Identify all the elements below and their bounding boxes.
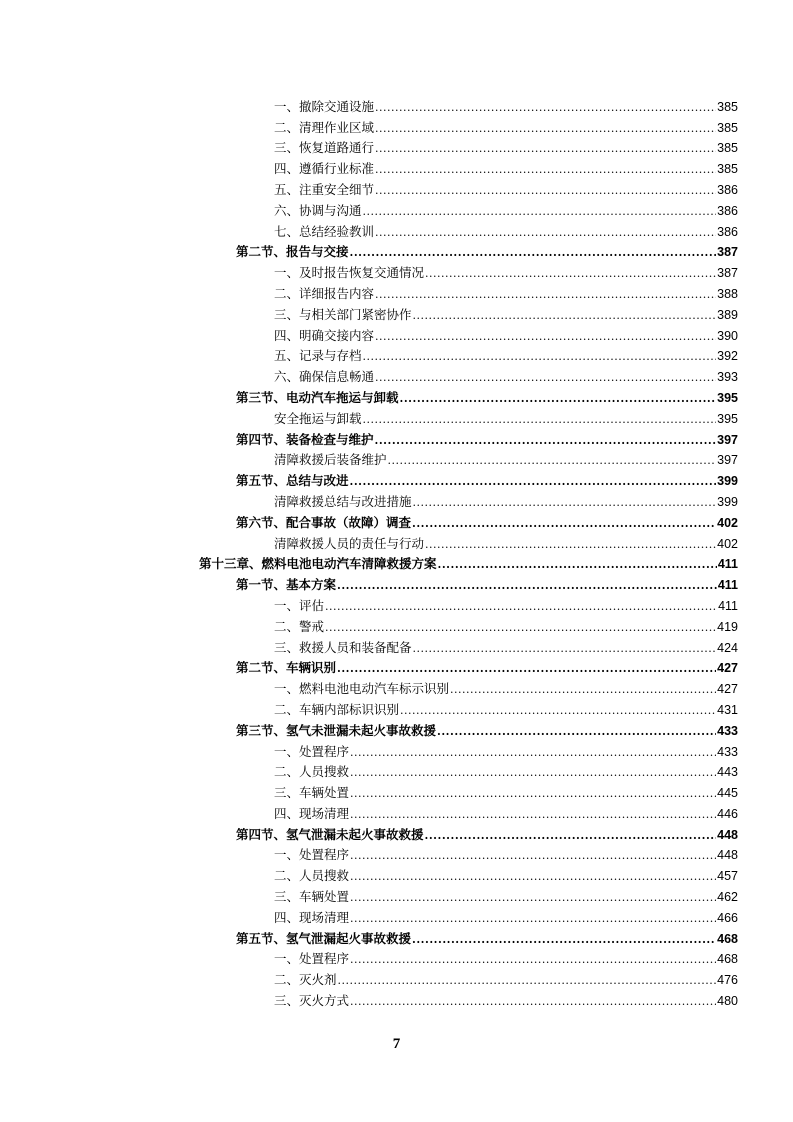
toc-dot-leader: [350, 475, 717, 489]
toc-entry-title: 清障救援后装备维护: [274, 452, 387, 468]
toc-entry-page: 402: [717, 536, 738, 551]
toc-entry-title: 第四节、氢气泄漏未起火事故救援: [236, 826, 424, 842]
toc-dot-leader: [400, 392, 717, 406]
toc-entry-page: 457: [717, 869, 738, 884]
toc-entry-title: 第二节、车辆识别: [236, 660, 337, 676]
toc-entry-page: 389: [717, 307, 738, 322]
toc-dot-leader: [375, 330, 716, 344]
toc-entry-page: 468: [717, 952, 738, 967]
toc-entry-title: 第六节、配合事故（故障）调查: [236, 514, 412, 530]
toc-dot-leader: [450, 683, 716, 697]
toc-entry-page: 446: [717, 806, 738, 821]
toc-entry-page: 385: [717, 162, 738, 177]
toc-dot-leader: [438, 558, 717, 572]
toc-section-entry[interactable]: [0, 470, 738, 491]
toc-dot-leader: [375, 122, 716, 136]
toc-entry-page: 390: [717, 328, 738, 343]
toc-entry-page: 427: [717, 682, 738, 697]
toc-dot-leader: [350, 766, 716, 780]
toc-dot-leader: [375, 371, 716, 385]
toc-entry-title: 三、救援人员和装备配备: [274, 639, 412, 655]
toc-entry-page: 443: [717, 765, 738, 780]
toc-entry-page: 397: [717, 453, 738, 468]
toc-subsection-entry[interactable]: [0, 366, 738, 387]
toc-entry-page: 433: [717, 744, 738, 759]
toc-entry-page: 395: [717, 390, 738, 405]
toc-section-entry[interactable]: [0, 242, 738, 263]
toc-entry-page: 387: [717, 266, 738, 281]
toc-dot-leader: [425, 538, 716, 552]
toc-entry-page: 411: [718, 598, 738, 613]
toc-subsection-entry[interactable]: [0, 346, 738, 367]
toc-entry-title: 一、处置程序: [274, 951, 350, 967]
toc-subsection-entry[interactable]: [0, 221, 738, 242]
toc-dot-leader: [363, 413, 717, 427]
toc-subsection-entry[interactable]: [0, 741, 738, 762]
toc-entry-title: 一、评估: [274, 597, 325, 613]
toc-dot-leader: [350, 912, 716, 926]
toc-dot-leader: [425, 829, 717, 843]
toc-entry-page: 427: [717, 661, 738, 676]
toc-dot-leader: [350, 849, 716, 863]
toc-entry-page: 393: [717, 370, 738, 385]
toc-entry-title: 第三节、氢气未泄漏未起火事故救援: [236, 722, 437, 738]
toc-subsection-entry[interactable]: [0, 200, 738, 221]
toc-entry-page: 386: [717, 203, 738, 218]
toc-dot-leader: [413, 496, 717, 510]
toc-entry-page: 386: [717, 182, 738, 197]
toc-dot-leader: [337, 662, 716, 676]
toc-dot-leader: [337, 579, 717, 593]
toc-entry-page: 388: [717, 286, 738, 301]
toc-entry-title: 五、记录与存档: [274, 348, 362, 364]
toc-dot-leader: [325, 621, 716, 635]
toc-entry-title: 二、详细报告内容: [274, 285, 375, 301]
toc-entry-title: 四、现场清理: [274, 909, 350, 925]
toc-entry-title: 第五节、总结与改进: [236, 473, 349, 489]
toc-dot-leader: [350, 808, 716, 822]
toc-entry-page: 466: [717, 910, 738, 925]
toc-section-entry[interactable]: [0, 720, 738, 741]
toc-entry-title: 三、车辆处置: [274, 785, 350, 801]
toc-subsection-entry[interactable]: [0, 179, 738, 200]
toc-entry-title: 一、撤除交通设施: [274, 98, 375, 114]
toc-entry-title: 第一节、基本方案: [236, 577, 337, 593]
toc-entry-page: 385: [717, 141, 738, 156]
toc-subsection-entry[interactable]: [0, 325, 738, 346]
toc-entry-title: 一、处置程序: [274, 743, 350, 759]
toc-dot-leader: [363, 205, 717, 219]
toc-entry-title: 二、警戒: [274, 618, 325, 634]
toc-entry-page: 433: [717, 723, 738, 738]
toc-subsection-entry[interactable]: [0, 678, 738, 699]
toc-entry-title: 四、现场清理: [274, 805, 350, 821]
toc-subsection-entry[interactable]: [0, 616, 738, 637]
toc-entry-title: 第十三章、燃料电池电动汽车清障救援方案: [199, 556, 437, 572]
toc-entry-page: 431: [717, 702, 738, 717]
toc-dot-leader: [350, 787, 716, 801]
toc-dot-leader: [412, 517, 716, 531]
toc-chapter-entry[interactable]: [0, 554, 738, 575]
toc-entry-title: 一、及时报告恢复交通情况: [274, 265, 425, 281]
toc-entry-page: 399: [717, 474, 738, 489]
toc-dot-leader: [350, 891, 716, 905]
toc-entry-title: 清障救援总结与改进措施: [274, 493, 412, 509]
toc-dot-leader: [363, 350, 717, 364]
toc-entry-title: 二、车辆内部标识识别: [274, 701, 400, 717]
toc-subsection-entry[interactable]: [0, 637, 738, 658]
toc-subsection-entry[interactable]: [0, 304, 738, 325]
toc-dot-leader: [350, 870, 716, 884]
toc-subsection-entry[interactable]: [0, 283, 738, 304]
toc-dot-leader: [325, 600, 717, 614]
toc-entry-title: 一、燃料电池电动汽车标示识别: [274, 681, 450, 697]
toc-entry-page: 411: [717, 557, 738, 572]
toc-subsection-entry[interactable]: [0, 762, 738, 783]
toc-entry-title: 七、总结经验教训: [274, 223, 375, 239]
toc-dot-leader: [375, 288, 716, 302]
toc-entry-page: 411: [717, 578, 738, 593]
toc-entry-page: 385: [717, 120, 738, 135]
toc-entry-title: 清障救援人员的责任与行动: [274, 535, 425, 551]
toc-dot-leader: [350, 246, 717, 260]
toc-entry-title: 第三节、电动汽车拖运与卸载: [236, 389, 399, 405]
toc-subsection-entry[interactable]: [0, 886, 738, 907]
toc-entry-page: 395: [717, 411, 738, 426]
toc-entry-title: 二、灭火剂: [274, 972, 337, 988]
toc-entry-page: 448: [717, 827, 738, 842]
toc-entry-title: 二、人员搜救: [274, 764, 350, 780]
toc-entry-page: 387: [717, 245, 738, 260]
toc-section-entry[interactable]: [0, 574, 738, 595]
toc-subsection-entry[interactable]: [0, 595, 738, 616]
toc-subsection-entry[interactable]: [0, 450, 738, 471]
toc-section-entry[interactable]: [0, 512, 738, 533]
toc-subsection-entry[interactable]: [0, 845, 738, 866]
toc-entry-page: 468: [717, 931, 738, 946]
toc-entry-page: 424: [717, 640, 738, 655]
toc-entry-title: 三、灭火方式: [274, 993, 350, 1009]
toc-entry-page: 448: [717, 848, 738, 863]
toc-subsection-entry[interactable]: [0, 158, 738, 179]
toc-dot-leader: [413, 309, 717, 323]
toc-entry-title: 第五节、氢气泄漏起火事故救援: [236, 930, 412, 946]
toc-subsection-entry[interactable]: [0, 865, 738, 886]
toc-entry-title: 三、与相关部门紧密协作: [274, 306, 412, 322]
toc-entry-page: 392: [717, 349, 738, 364]
toc-subsection-entry[interactable]: [0, 533, 738, 554]
toc-entry-title: 三、恢复道路通行: [274, 140, 375, 156]
toc-dot-leader: [412, 933, 716, 947]
toc-subsection-entry[interactable]: [0, 117, 738, 138]
toc-dot-leader: [375, 101, 716, 115]
toc-entry-title: 一、处置程序: [274, 847, 350, 863]
toc-section-entry[interactable]: [0, 658, 738, 679]
toc-dot-leader: [375, 163, 716, 177]
toc-subsection-entry[interactable]: [0, 782, 738, 803]
toc-subsection-entry[interactable]: [0, 949, 738, 970]
toc-dot-leader: [437, 725, 716, 739]
toc-dot-leader: [400, 704, 716, 718]
toc-entry-title: 四、遵循行业标准: [274, 161, 375, 177]
toc-entry-page: 386: [717, 224, 738, 239]
toc-entry-title: 三、车辆处置: [274, 889, 350, 905]
table-of-contents: [0, 96, 793, 1011]
toc-entry-page: 480: [717, 994, 738, 1009]
toc-dot-leader: [350, 746, 716, 760]
toc-subsection-entry[interactable]: [0, 990, 738, 1011]
toc-dot-leader: [375, 142, 716, 156]
toc-entry-page: 399: [717, 494, 738, 509]
toc-subsection-entry[interactable]: [0, 491, 738, 512]
toc-dot-leader: [388, 454, 717, 468]
page-number: 7: [392, 1036, 401, 1052]
toc-entry-page: 462: [717, 890, 738, 905]
toc-subsection-entry[interactable]: [0, 262, 738, 283]
toc-dot-leader: [425, 267, 716, 281]
toc-section-entry[interactable]: [0, 824, 738, 845]
toc-dot-leader: [350, 995, 716, 1009]
toc-subsection-entry[interactable]: [0, 907, 738, 928]
toc-dot-leader: [413, 642, 717, 656]
toc-entry-title: 四、明确交接内容: [274, 327, 375, 343]
toc-entry-title: 二、人员搜救: [274, 868, 350, 884]
toc-entry-page: 402: [717, 515, 738, 530]
toc-section-entry[interactable]: [0, 429, 738, 450]
toc-dot-leader: [375, 184, 716, 198]
toc-entry-title: 六、确保信息畅通: [274, 369, 375, 385]
toc-section-entry[interactable]: [0, 387, 738, 408]
toc-subsection-entry[interactable]: [0, 408, 738, 429]
toc-dot-leader: [375, 226, 716, 240]
toc-entry-page: 476: [717, 973, 738, 988]
toc-entry-title: 第二节、报告与交接: [236, 244, 349, 260]
toc-entry-title: 二、清理作业区域: [274, 119, 375, 135]
toc-subsection-entry[interactable]: [0, 96, 738, 117]
toc-dot-leader: [338, 974, 717, 988]
toc-subsection-entry[interactable]: [0, 969, 738, 990]
toc-entry-page: 397: [717, 432, 738, 447]
toc-entry-title: 六、协调与沟通: [274, 202, 362, 218]
toc-entry-title: 安全拖运与卸载: [274, 410, 362, 426]
toc-entry-page: 385: [717, 99, 738, 114]
toc-section-entry[interactable]: [0, 928, 738, 949]
toc-entry-page: 445: [717, 786, 738, 801]
toc-entry-title: 五、注重安全细节: [274, 181, 375, 197]
toc-subsection-entry[interactable]: [0, 699, 738, 720]
toc-subsection-entry[interactable]: [0, 803, 738, 824]
toc-dot-leader: [375, 434, 717, 448]
toc-dot-leader: [350, 953, 716, 967]
toc-subsection-entry[interactable]: [0, 138, 738, 159]
toc-entry-title: 第四节、装备检查与维护: [236, 431, 374, 447]
toc-entry-page: 419: [717, 619, 738, 634]
